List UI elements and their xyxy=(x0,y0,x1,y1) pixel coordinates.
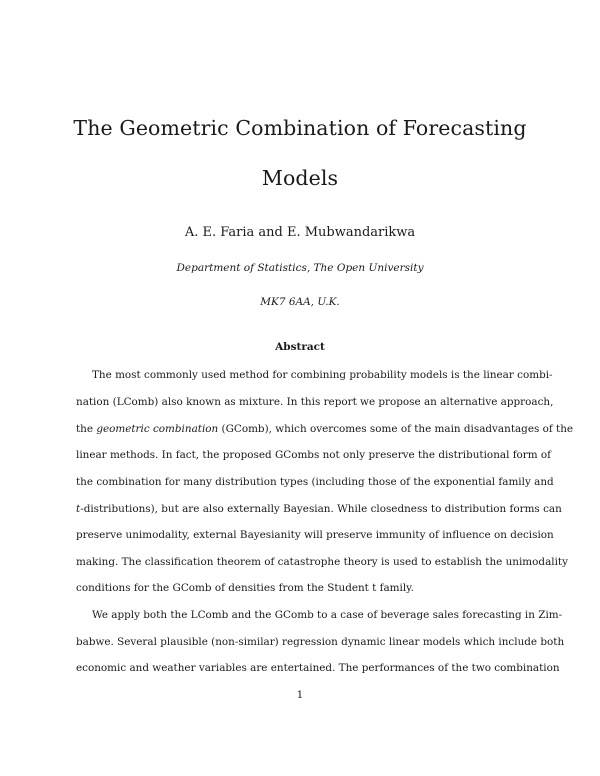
abstract-p1-line: conditions for the GComb of densities from the Student t family. xyxy=(76,582,414,594)
abstract-heading: Abstract xyxy=(275,341,325,353)
abstract-p1-line: nation (LComb) also known as mixture. In this report we propose an alternative approach, xyxy=(76,396,554,408)
abstract-p2-line: economic and weather variables are entertained. The performances of the two combination xyxy=(76,662,560,674)
paper-title-line-2: Models xyxy=(261,166,339,190)
affiliation-line-2: MK7 6AA, U.K. xyxy=(260,296,340,308)
paper-title-line-1: The Geometric Combination of Forecasting xyxy=(73,116,527,140)
abstract-p1-line: making. The classification theorem of catastrophe theory is used to establish the unimodality xyxy=(76,556,568,568)
page-number: 1 xyxy=(296,689,304,701)
abstract-p1-line: The most commonly used method for combining probability models is the linear combi- xyxy=(92,369,553,381)
emphasis-t: t xyxy=(76,503,81,515)
abstract-p1-line: the combination for many distribution types (including those of the exponential family and xyxy=(76,476,554,488)
abstract-p2-line: We apply both the LComb and the GComb to a case of beverage sales forecasting in Zim- xyxy=(92,609,563,621)
authors: A. E. Faria and E. Mubwandarikwa xyxy=(184,225,416,240)
abstract-p1-line: preserve unimodality, external Bayesianity will preserve immunity of influence on decision xyxy=(76,529,554,541)
emphasis-geometric-combination: geometric combination xyxy=(96,423,219,435)
abstract-p1-line: linear methods. In fact, the proposed GCombs not only preserve the distributional form of xyxy=(76,449,552,461)
abstract-p1-line: the geometric combination (GComb), which overcomes some of the main disadvantages of the xyxy=(76,423,574,435)
abstract-p2-line: babwe. Several plausible (non-similar) regression dynamic linear models which include both xyxy=(76,636,565,648)
affiliation-line-1: Department of Statistics, The Open University xyxy=(176,262,424,274)
abstract-p1-line: t-distributions), but are also externally Bayesian. While closedness to distribution forms can xyxy=(76,503,562,515)
